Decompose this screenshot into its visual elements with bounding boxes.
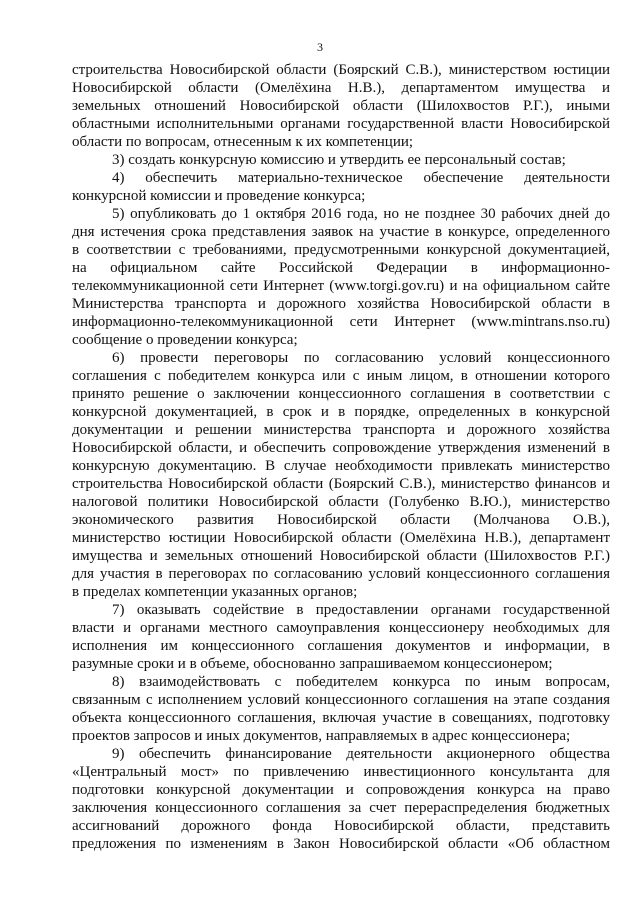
text-line: для участия в переговорах по согласованию условий концессионного соглашения bbox=[72, 566, 610, 582]
text-line: сообщение о проведении конкурса; bbox=[72, 332, 298, 348]
text-line: информационно-телекоммуникационной сети Интернет (www.mintrans.nso.ru) bbox=[72, 314, 610, 330]
text-line: «Центральный мост» по привлечению инвестиционного консультанта для bbox=[72, 764, 610, 780]
text-line: Новосибирской области (Омелёхина Н.В.), департаментом имущества и bbox=[72, 80, 610, 96]
text-line: Министерства транспорта и дорожного хозяйства Новосибирской области в bbox=[72, 296, 610, 312]
text-line: соглашения с победителем конкурса или с иным лицом, в отношении которого bbox=[72, 368, 610, 384]
text-line: проектов запросов и иных документов, направляемых в адрес концессионера; bbox=[72, 728, 571, 744]
text-line: телекоммуникационной сети Интернет (www.torgi.gov.ru) и на официальном сайте bbox=[72, 278, 610, 294]
text-line: областными исполнительными органами государственной власти Новосибирской bbox=[72, 116, 610, 132]
text-line: объекта концессионного соглашения, включая участие в совещаниях, подготовку bbox=[72, 710, 610, 726]
text-line: заключения концессионного соглашения за счет перераспределения бюджетных bbox=[72, 800, 610, 816]
text-line: конкурсную документацию. В случае необходимости привлекать министерство bbox=[72, 458, 610, 474]
text-line: ассигнований дорожного фонда Новосибирской области, представить bbox=[72, 818, 610, 834]
text-line: области по вопросам, отнесенным к их компетенции; bbox=[72, 134, 414, 150]
text-line: 3) создать конкурсную комиссию и утвердить ее персональный состав; bbox=[112, 152, 566, 168]
text-line: имущества и земельных отношений Новосибирской области (Шилохвостов Р.Г.) bbox=[72, 548, 610, 564]
text-line: налоговой политики Новосибирской области (Голубенко В.Ю.), министерство bbox=[72, 494, 610, 510]
text-line: земельных отношений Новосибирской области (Шилохвостов Р.Г.), иными bbox=[72, 98, 610, 114]
text-line: принято решение о заключении концессионного соглашения в соответствии с bbox=[72, 386, 610, 402]
text-line: на официальном сайте Российской Федерации в информационно- bbox=[72, 260, 610, 276]
text-line: связанным с исполнением условий концессионного соглашения на этапе создания bbox=[72, 692, 610, 708]
text-line: Новосибирской области, и обеспечить сопровождение утверждения изменений в bbox=[72, 440, 610, 456]
text-line: дня истечения срока представления заявок на участие в конкурсе, определенного bbox=[72, 224, 610, 240]
text-line: строительства Новосибирской области (Боярский С.В.), министерством юстиции bbox=[72, 62, 610, 78]
text-line: 7) оказывать содействие в предоставлении органами государственной bbox=[112, 602, 610, 618]
text-line: подготовки конкурсной документации и сопровождения конкурса на право bbox=[72, 782, 610, 798]
text-line: предложения по изменениям в Закон Новосибирской области «Об областном bbox=[72, 836, 610, 852]
text-line: 6) провести переговоры по согласованию условий концессионного bbox=[112, 350, 610, 366]
text-line: исполнения им концессионного соглашения документов и информации, в bbox=[72, 638, 610, 654]
text-line: министерство юстиции Новосибирской области (Омелёхина Н.В.), департамент bbox=[72, 530, 610, 546]
text-line: экономического развития Новосибирской области (Молчанова О.В.), bbox=[72, 512, 610, 528]
text-line: в пределах компетенции указанных органов; bbox=[72, 584, 358, 600]
text-line: разумные сроки и в объеме, обоснованно запрашиваемом концессионером; bbox=[72, 656, 553, 672]
text-line: 5) опубликовать до 1 октября 2016 года, но не позднее 30 рабочих дней до bbox=[112, 206, 610, 222]
document-body bbox=[72, 61, 610, 853]
text-line: конкурсной документацией, в срок и в порядке, определенных в конкурсной bbox=[72, 404, 610, 420]
text-line: документации и решении министерства транспорта и дорожного хозяйства bbox=[72, 422, 610, 438]
text-line: строительства Новосибирской области (Боярский С.В.), министерство финансов и bbox=[72, 476, 610, 492]
text-line: 8) взаимодействовать с победителем конкурса по иным вопросам, bbox=[112, 674, 610, 690]
text-line: в соответствии с требованиями, предусмотренными конкурсной документацией, bbox=[72, 242, 610, 258]
page-number: 3 bbox=[317, 40, 323, 54]
text-line: 4) обеспечить материально-техническое обеспечение деятельности bbox=[112, 170, 610, 186]
text-line: власти и органами местного самоуправления концессионеру необходимых для bbox=[72, 620, 610, 636]
text-line: конкурсной комиссии и проведение конкурса; bbox=[72, 188, 366, 204]
text-line: 9) обеспечить финансирование деятельности акционерного общества bbox=[112, 746, 610, 762]
